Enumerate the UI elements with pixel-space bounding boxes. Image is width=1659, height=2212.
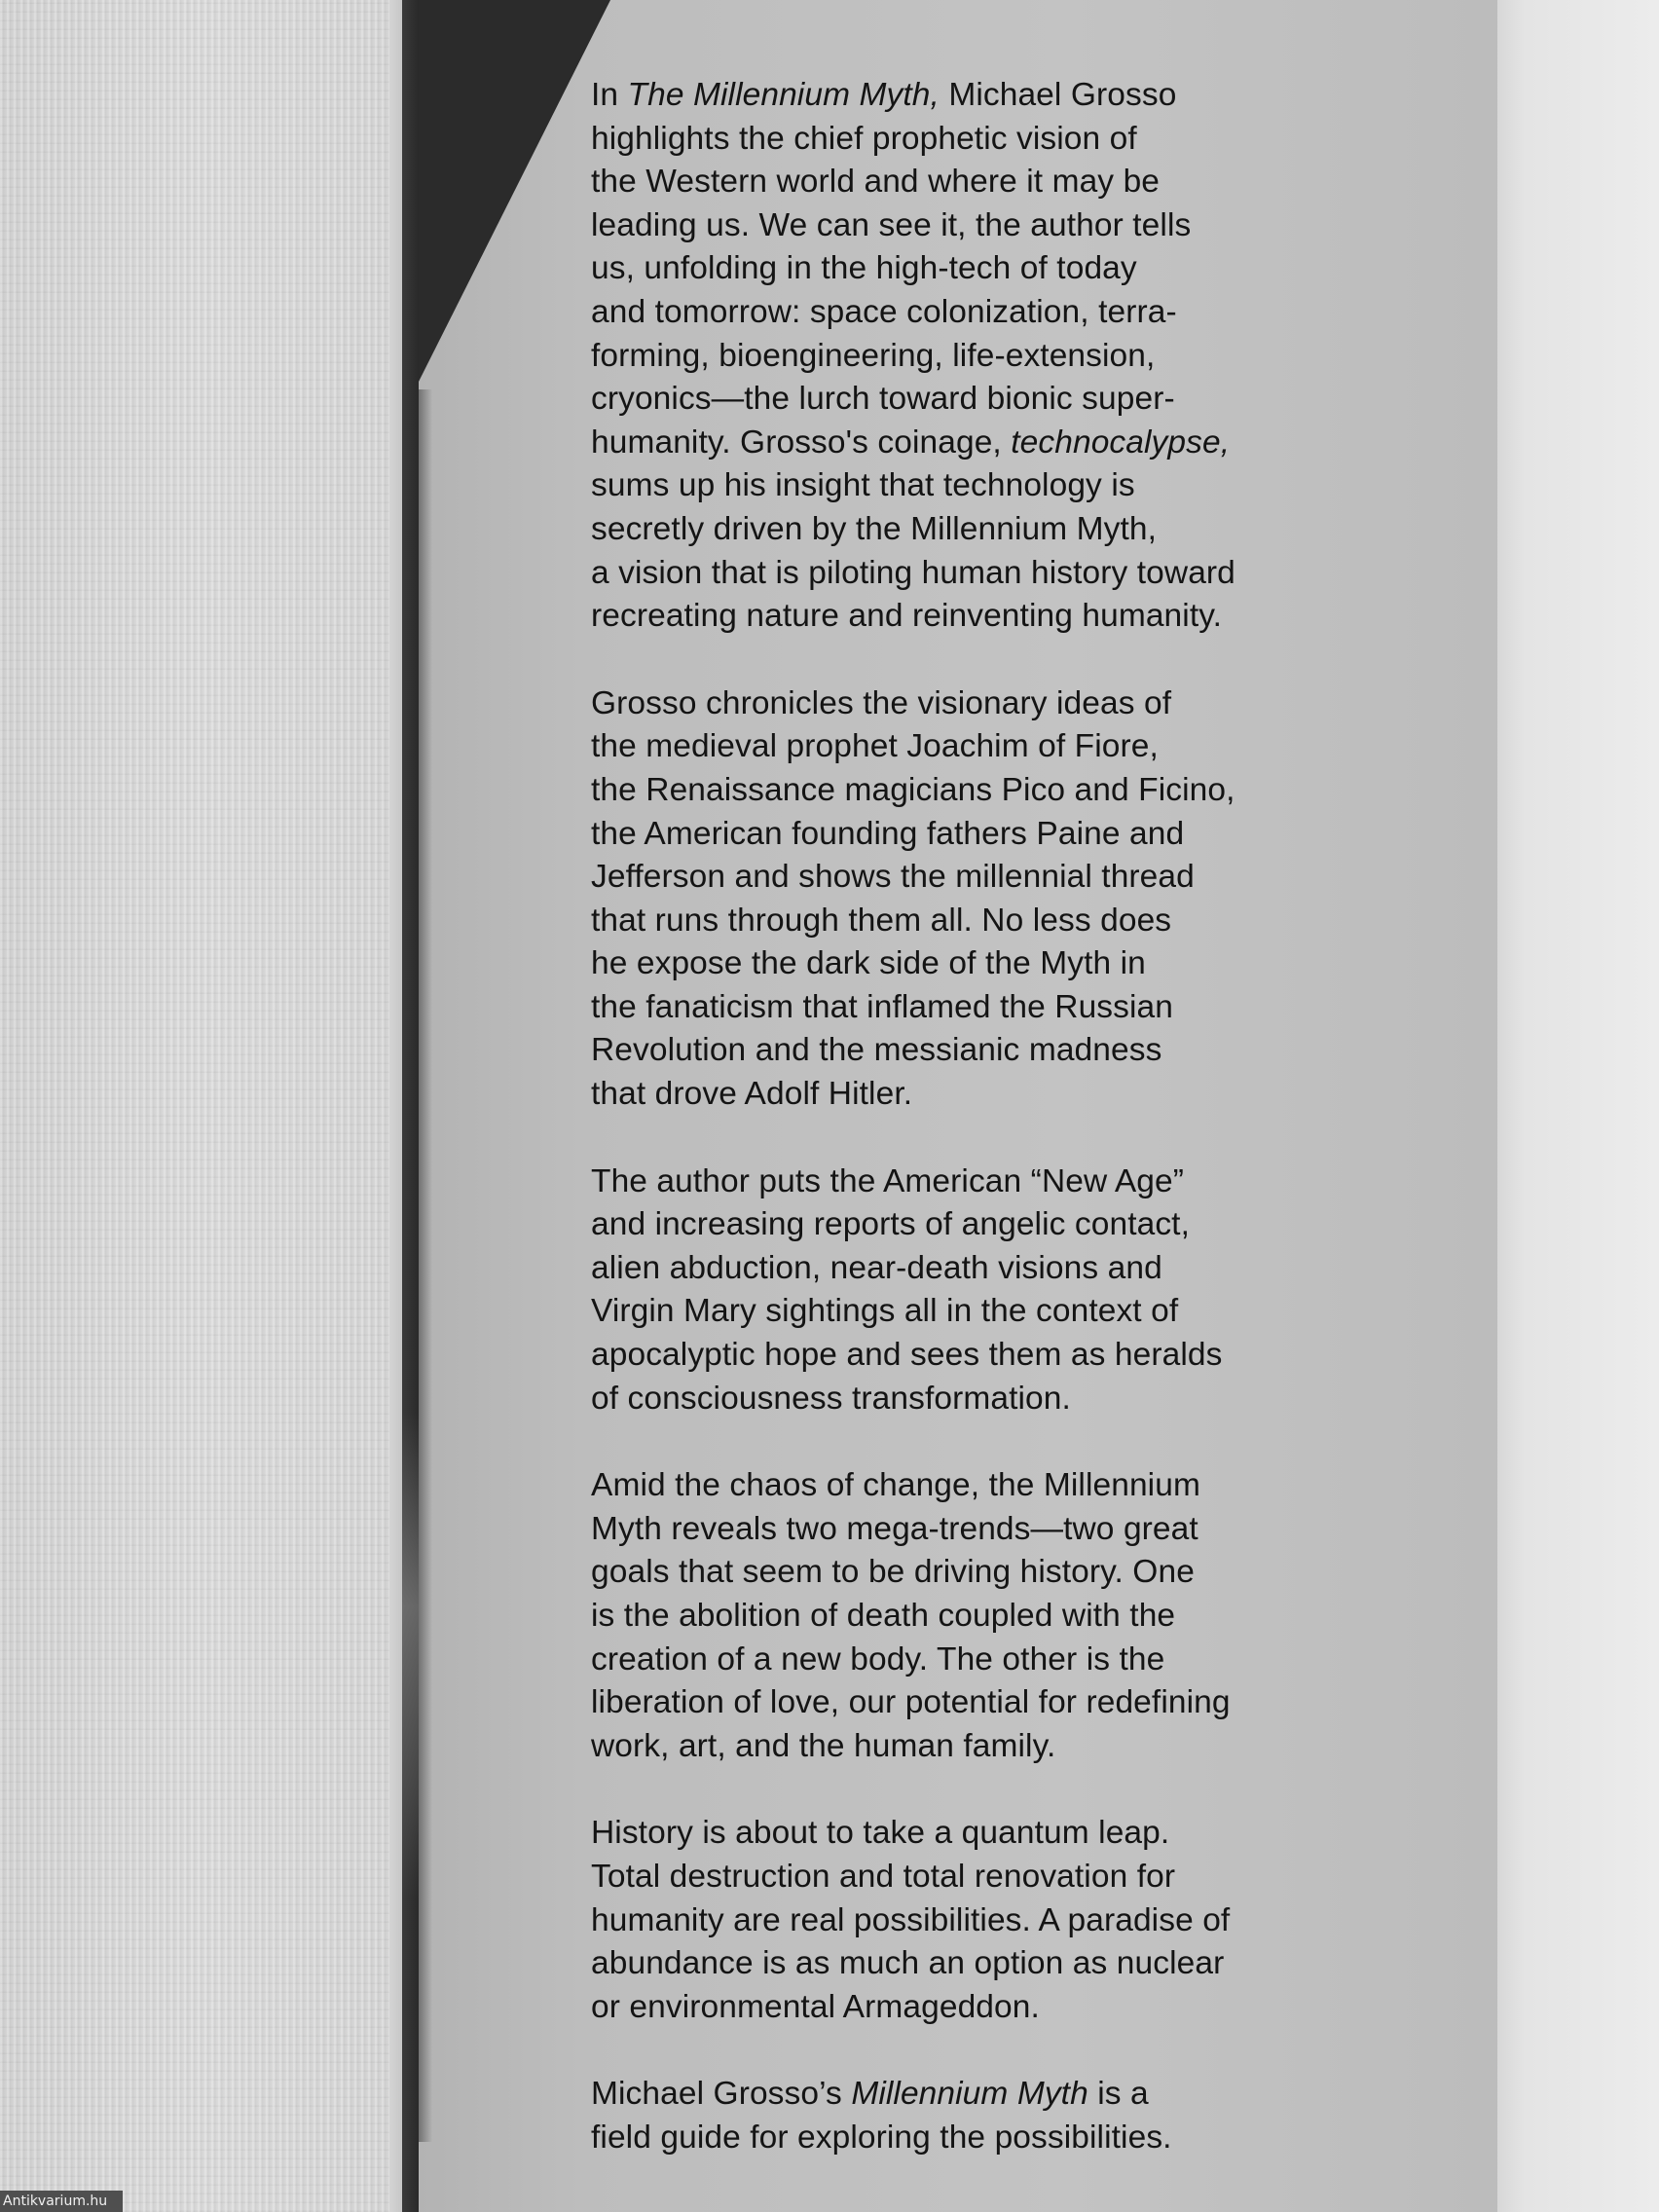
flap-edge-shadow: [419, 389, 432, 2142]
italic-title: Millennium Myth: [851, 2076, 1088, 2113]
text-line: [591, 595, 1370, 639]
text-run: Jefferson and shows the millennial thread: [591, 859, 1195, 896]
text-run: The author puts the American “New Age”: [591, 1162, 1184, 1199]
text-run: humanity. Grosso's coinage,: [591, 424, 1012, 461]
text-run: In: [591, 77, 628, 113]
text-run: work, art, and the human family.: [591, 1727, 1056, 1764]
text-run: the American founding fathers Paine and: [591, 815, 1185, 852]
text-run: Amid the chaos of change, the Millennium: [591, 1467, 1200, 1504]
text-line: [591, 335, 1370, 379]
text-line: [591, 2117, 1370, 2160]
text-line: [591, 942, 1370, 986]
text-run: he expose the dark side of the Myth in: [591, 945, 1146, 982]
text-run: Myth reveals two mega-trends—two great: [591, 1510, 1198, 1547]
text-run: Total destruction and total renovation for: [591, 1858, 1176, 1895]
text-run: that drove Adolf Hitler.: [591, 1076, 913, 1113]
text-line: [591, 1595, 1370, 1639]
text-line: [591, 900, 1370, 943]
paragraph: [591, 2073, 1370, 2159]
text-line: [591, 1812, 1370, 1856]
text-run: apocalyptic hope and sees them as heralds: [591, 1337, 1223, 1374]
text-line: [591, 1856, 1370, 1899]
text-run: or environmental Armageddon.: [591, 1988, 1040, 2025]
text-run: secretly driven by the Millennium Myth,: [591, 510, 1158, 547]
text-line: [591, 1029, 1370, 1073]
text-line: [591, 1942, 1370, 1986]
text-line: [591, 769, 1370, 813]
textured-board: [0, 0, 404, 2212]
text-line: [591, 725, 1370, 769]
text-line: [591, 1334, 1370, 1378]
text-run: a vision that is piloting human history toward: [591, 554, 1235, 591]
text-run: Grosso chronicles the visionary ideas of: [591, 684, 1172, 721]
paragraph: [591, 74, 1370, 639]
text-line: [591, 2073, 1370, 2117]
text-run: leading us. We can see it, the author tells: [591, 206, 1192, 243]
text-run: and tomorrow: space colonization, terra-: [591, 293, 1177, 330]
text-run: field guide for exploring the possibilities.: [591, 2119, 1172, 2156]
text-run: sums up his insight that technology is: [591, 467, 1135, 504]
text-line: [591, 378, 1370, 422]
text-line: [591, 682, 1370, 726]
text-line: [591, 1290, 1370, 1334]
text-line: [591, 1378, 1370, 1421]
text-line: [591, 422, 1370, 465]
watermark: Antikvarium.hu: [0, 2191, 123, 2212]
text-run: cryonics—the lurch toward bionic super-: [591, 381, 1175, 418]
text-line: [591, 118, 1370, 162]
text-run: and increasing reports of angelic contact,: [591, 1206, 1191, 1243]
text-line: [591, 1508, 1370, 1552]
text-run: of consciousness transformation.: [591, 1380, 1071, 1417]
text-line: [591, 1161, 1370, 1204]
text-line: [591, 204, 1370, 248]
text-line: [591, 1203, 1370, 1247]
paragraph: [591, 1464, 1370, 1768]
text-run: us, unfolding in the high-tech of today: [591, 250, 1137, 287]
text-run: the Western world and where it may be: [591, 164, 1161, 201]
text-run: the medieval prophet Joachim of Fiore,: [591, 728, 1159, 765]
text-line: [591, 1681, 1370, 1725]
text-line: [591, 161, 1370, 204]
text-run: Michael Grosso’s: [591, 2076, 852, 2113]
text-run: Michael Grosso: [939, 77, 1177, 113]
text-run: liberation of love, our potential for redefining: [591, 1684, 1231, 1721]
text-line: [591, 1986, 1370, 2030]
text-line: [591, 856, 1370, 900]
text-line: [591, 1725, 1370, 1769]
text-line: [591, 552, 1370, 596]
text-run: that runs through them all. No less does: [591, 902, 1172, 939]
text-line: [591, 1073, 1370, 1117]
text-line: [591, 508, 1370, 552]
text-run: humanity are real possibilities. A paradise of: [591, 1901, 1231, 1938]
text-line: [591, 74, 1370, 118]
italic-title: The Millennium Myth,: [627, 77, 940, 113]
text-run: creation of a new body. The other is the: [591, 1641, 1165, 1677]
text-line: [591, 1464, 1370, 1508]
paragraph: [591, 1161, 1370, 1421]
text-line: [591, 986, 1370, 1030]
text-line: [591, 464, 1370, 508]
text-run: is a: [1088, 2076, 1149, 2113]
text-run: forming, bioengineering, life-extension,: [591, 337, 1156, 374]
flap-corner-triangle: [419, 0, 613, 389]
text-line: [591, 291, 1370, 335]
text-run: highlights the chief prophetic vision of: [591, 120, 1137, 157]
text-run: History is about to take a quantum leap.: [591, 1815, 1170, 1852]
text-run: is the abolition of death coupled with the: [591, 1598, 1176, 1634]
text-line: [591, 1551, 1370, 1595]
text-line: [591, 813, 1370, 857]
text-run: Virgin Mary sightings all in the context of: [591, 1293, 1179, 1330]
paragraph: [591, 1812, 1370, 2029]
text-run: the fanaticism that inflamed the Russian: [591, 988, 1174, 1025]
right-page: [1480, 0, 1659, 2212]
flap-copy: [591, 74, 1370, 2204]
text-line: [591, 247, 1370, 291]
text-run: abundance is as much an option as nuclear: [591, 1945, 1225, 1982]
text-line: [591, 1247, 1370, 1291]
italic-title: technocalypse,: [1011, 424, 1231, 461]
text-run: Revolution and the messianic madness: [591, 1032, 1162, 1069]
text-line: [591, 1639, 1370, 1682]
text-run: goals that seem to be driving history. One: [591, 1554, 1195, 1591]
text-run: the Renaissance magicians Pico and Ficino,: [591, 771, 1235, 808]
text-run: recreating nature and reinventing humanity.: [591, 598, 1223, 635]
text-line: [591, 1899, 1370, 1943]
paragraph: [591, 682, 1370, 1117]
text-run: alien abduction, near-death visions and: [591, 1249, 1162, 1286]
